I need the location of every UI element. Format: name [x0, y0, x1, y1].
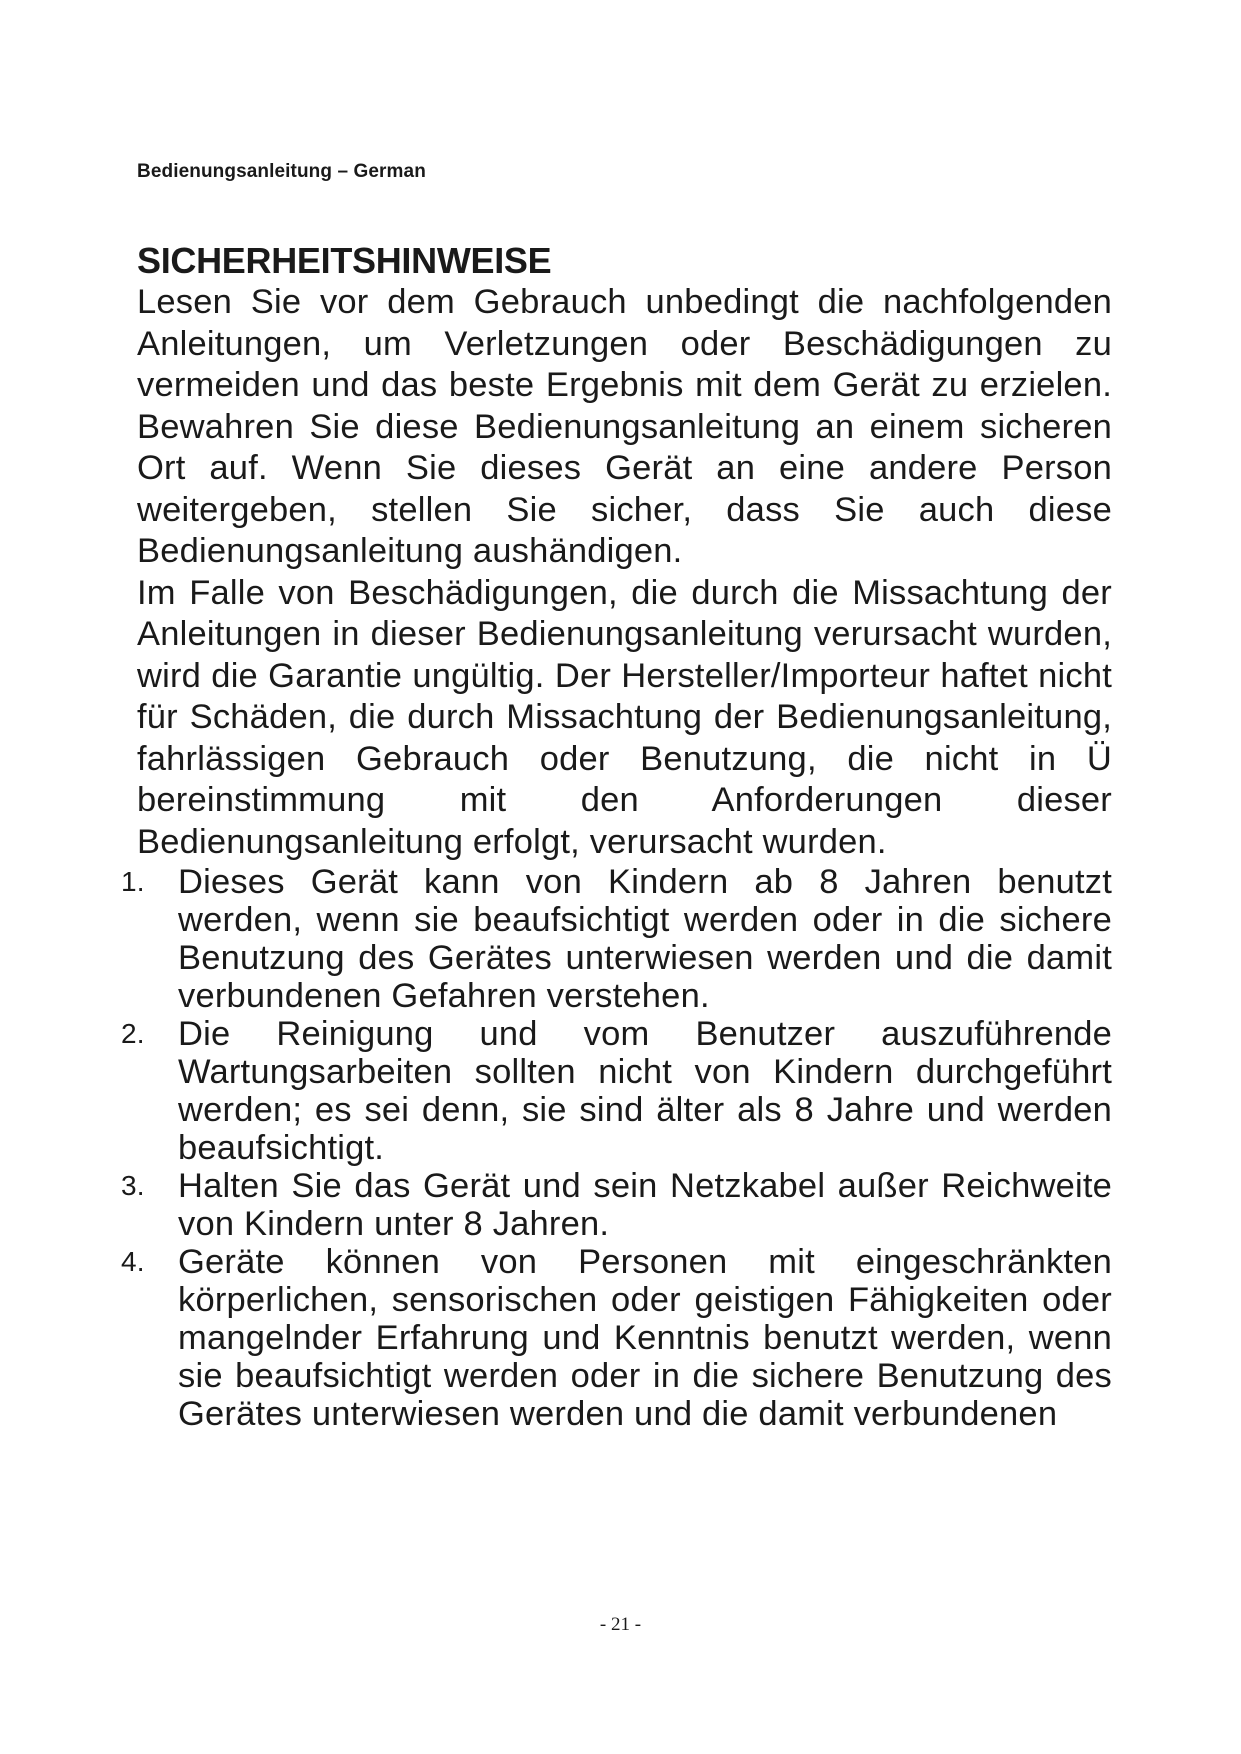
page-number: - 21 - [599, 1614, 642, 1635]
safety-section [121, 240, 1112, 1433]
list-item [121, 1015, 1112, 1167]
list-item-text: Halten Sie das Gerät und sein Netzkabel außer Reichweite von Kindern unter 8 Jahren. [178, 1167, 1112, 1243]
list-item [121, 1243, 1112, 1433]
list-item-number: 3. [121, 1170, 145, 1201]
list-item-number: 1. [121, 866, 145, 897]
list-item-text: Geräte können von Personen mit eingeschränkten körperlichen, sensorischen oder geistigen Fähigkeiten oder mangelnder Erfahrung und Kenntnis benutzt werden, wenn sie beaufsichtigt werden oder in die sichere Benutzung des Gerätes unterwiesen werden und die damit verbundenen [178, 1243, 1112, 1433]
page-header: Bedienungsanleitung – German [137, 161, 426, 182]
list-item-text: Dieses Gerät kann von Kindern ab 8 Jahren benutzt werden, wenn sie beaufsichtigt werden oder in die sichere Benutzung des Gerätes unterwiesen werden und die damit verbundenen Gefahren verstehen. [178, 863, 1112, 1015]
list-item-text: Die Reinigung und vom Benutzer auszuführende Wartungsarbeiten sollten nicht von Kindern durchgeführt werden; es sei denn, sie sind älter als 8 Jahre und werden beaufsichtigt. [178, 1015, 1112, 1167]
list-item [121, 863, 1112, 1015]
safety-list [121, 863, 1112, 1433]
list-item [121, 1167, 1112, 1243]
list-item-number: 4. [121, 1246, 145, 1277]
intro-paragraph: Lesen Sie vor dem Gebrauch unbedingt die nachfolgenden Anleitungen, um Verletzungen oder Beschädigungen zu vermeiden und das beste Ergebnis mit dem Gerät zu erzielen. Bewahren Sie diese Bedienungsanleitung an einem sicheren Ort auf. Wenn Sie dieses Gerät an eine andere Person weitergeben, stellen Sie sicher, dass Sie auch diese Bedienungsanleitung aushändigen. [137, 283, 1112, 570]
list-item-number: 2. [121, 1018, 145, 1049]
warranty-paragraph: Im Falle von Beschädigungen, die durch die Missachtung der Anleitungen in dieser Bedienungsanleitung verursacht wurden, wird die Garantie ungültig. Der Hersteller/Importeur haftet nicht für Schäden, die durch Missachtung der Bedienungsanleitung, fahrlässigen Gebrauch oder Benutzung, die nicht in Ü bereinstimmung mit den Anforderungen dieser Bedienungsanleitung erfolgt, verursacht wurden. [137, 573, 1112, 861]
section-title: SICHERHEITSHINWEISE [137, 240, 552, 281]
